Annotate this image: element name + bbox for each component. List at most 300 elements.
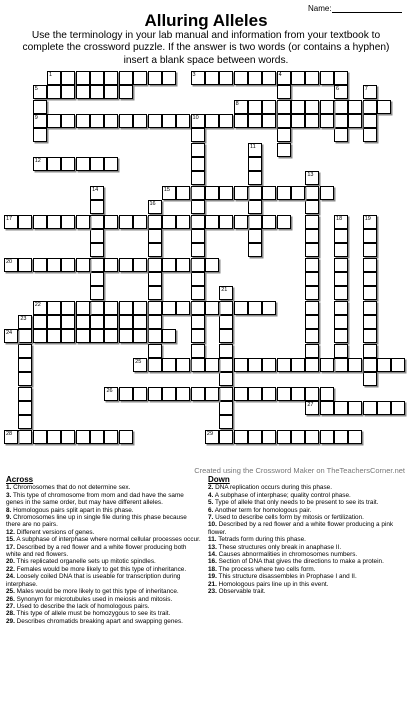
grid-cell[interactable]	[119, 215, 133, 229]
grid-cell[interactable]	[90, 215, 104, 229]
grid-cell[interactable]	[18, 372, 32, 386]
grid-cell[interactable]	[348, 358, 362, 372]
grid-cell[interactable]	[90, 301, 104, 315]
grid-cell[interactable]	[33, 315, 47, 329]
grid-cell[interactable]	[133, 301, 147, 315]
grid-cell[interactable]	[348, 401, 362, 415]
grid-cell[interactable]	[219, 358, 233, 372]
grid-cell[interactable]	[391, 358, 405, 372]
grid-cell[interactable]	[248, 215, 262, 229]
grid-cell[interactable]	[47, 315, 61, 329]
grid-cell[interactable]	[191, 301, 205, 315]
grid-cell[interactable]	[305, 114, 319, 128]
grid-cell[interactable]	[104, 387, 118, 401]
grid-cell[interactable]	[76, 430, 90, 444]
grid-cell[interactable]	[219, 71, 233, 85]
grid-cell[interactable]	[191, 286, 205, 300]
grid-cell[interactable]	[61, 258, 75, 272]
grid-cell[interactable]	[148, 229, 162, 243]
grid-cell[interactable]	[363, 301, 377, 315]
grid-cell[interactable]	[363, 401, 377, 415]
grid-cell[interactable]	[90, 258, 104, 272]
grid-cell[interactable]	[104, 315, 118, 329]
grid-cell[interactable]	[277, 215, 291, 229]
grid-cell[interactable]	[176, 358, 190, 372]
grid-cell[interactable]	[162, 358, 176, 372]
grid-cell[interactable]	[4, 258, 18, 272]
grid-cell[interactable]	[291, 430, 305, 444]
grid-cell[interactable]	[248, 243, 262, 257]
grid-cell[interactable]	[148, 114, 162, 128]
grid-cell[interactable]	[248, 71, 262, 85]
grid-cell[interactable]	[76, 157, 90, 171]
grid-cell[interactable]	[191, 171, 205, 185]
grid-cell[interactable]	[363, 258, 377, 272]
grid-cell[interactable]	[119, 258, 133, 272]
grid-cell[interactable]	[320, 358, 334, 372]
grid-cell[interactable]	[47, 329, 61, 343]
grid-cell[interactable]	[191, 186, 205, 200]
grid-cell[interactable]	[262, 215, 276, 229]
grid-cell[interactable]	[61, 430, 75, 444]
grid-cell[interactable]	[90, 315, 104, 329]
grid-cell[interactable]	[90, 114, 104, 128]
grid-cell[interactable]	[205, 258, 219, 272]
grid-cell[interactable]	[76, 85, 90, 99]
grid-cell[interactable]	[334, 272, 348, 286]
grid-cell[interactable]	[119, 71, 133, 85]
grid-cell[interactable]	[119, 329, 133, 343]
grid-cell[interactable]	[191, 157, 205, 171]
grid-cell[interactable]	[248, 143, 262, 157]
grid-cell[interactable]	[191, 128, 205, 142]
grid-cell[interactable]	[148, 344, 162, 358]
grid-cell[interactable]	[334, 114, 348, 128]
grid-cell[interactable]	[334, 301, 348, 315]
grid-cell[interactable]	[248, 387, 262, 401]
grid-cell[interactable]	[219, 372, 233, 386]
grid-cell[interactable]	[176, 114, 190, 128]
grid-cell[interactable]	[363, 85, 377, 99]
grid-cell[interactable]	[219, 315, 233, 329]
grid-cell[interactable]	[133, 71, 147, 85]
grid-cell[interactable]	[262, 301, 276, 315]
grid-cell[interactable]	[191, 329, 205, 343]
grid-cell[interactable]	[191, 272, 205, 286]
grid-cell[interactable]	[148, 200, 162, 214]
grid-cell[interactable]	[219, 215, 233, 229]
grid-cell[interactable]	[334, 329, 348, 343]
grid-cell[interactable]	[148, 329, 162, 343]
grid-cell[interactable]	[148, 243, 162, 257]
grid-cell[interactable]	[133, 215, 147, 229]
grid-cell[interactable]	[76, 301, 90, 315]
grid-cell[interactable]	[305, 401, 319, 415]
grid-cell[interactable]	[76, 114, 90, 128]
grid-cell[interactable]	[61, 215, 75, 229]
grid-cell[interactable]	[90, 71, 104, 85]
grid-cell[interactable]	[18, 315, 32, 329]
grid-cell[interactable]	[219, 415, 233, 429]
grid-cell[interactable]	[320, 71, 334, 85]
grid-cell[interactable]	[334, 315, 348, 329]
grid-cell[interactable]	[148, 71, 162, 85]
grid-cell[interactable]	[291, 100, 305, 114]
grid-cell[interactable]	[248, 157, 262, 171]
grid-cell[interactable]	[248, 114, 262, 128]
grid-cell[interactable]	[191, 71, 205, 85]
grid-cell[interactable]	[148, 358, 162, 372]
grid-cell[interactable]	[291, 358, 305, 372]
grid-cell[interactable]	[133, 114, 147, 128]
grid-cell[interactable]	[248, 200, 262, 214]
grid-cell[interactable]	[205, 215, 219, 229]
grid-cell[interactable]	[47, 430, 61, 444]
grid-cell[interactable]	[162, 258, 176, 272]
grid-cell[interactable]	[90, 272, 104, 286]
grid-cell[interactable]	[320, 100, 334, 114]
grid-cell[interactable]	[191, 358, 205, 372]
grid-cell[interactable]	[248, 430, 262, 444]
grid-cell[interactable]	[334, 286, 348, 300]
grid-cell[interactable]	[148, 301, 162, 315]
grid-cell[interactable]	[234, 71, 248, 85]
grid-cell[interactable]	[205, 358, 219, 372]
grid-cell[interactable]	[119, 315, 133, 329]
grid-cell[interactable]	[191, 114, 205, 128]
grid-cell[interactable]	[277, 143, 291, 157]
grid-cell[interactable]	[363, 315, 377, 329]
grid-cell[interactable]	[377, 100, 391, 114]
grid-cell[interactable]	[320, 387, 334, 401]
grid-cell[interactable]	[334, 258, 348, 272]
grid-cell[interactable]	[262, 114, 276, 128]
grid-cell[interactable]	[176, 258, 190, 272]
grid-cell[interactable]	[305, 315, 319, 329]
grid-cell[interactable]	[262, 358, 276, 372]
grid-cell[interactable]	[248, 229, 262, 243]
grid-cell[interactable]	[205, 301, 219, 315]
grid-cell[interactable]	[162, 186, 176, 200]
grid-cell[interactable]	[219, 114, 233, 128]
grid-cell[interactable]	[219, 301, 233, 315]
grid-cell[interactable]	[33, 301, 47, 315]
grid-cell[interactable]	[391, 401, 405, 415]
grid-cell[interactable]	[47, 85, 61, 99]
grid-cell[interactable]	[377, 358, 391, 372]
grid-cell[interactable]	[104, 329, 118, 343]
grid-cell[interactable]	[33, 430, 47, 444]
grid-cell[interactable]	[291, 387, 305, 401]
grid-cell[interactable]	[18, 258, 32, 272]
grid-cell[interactable]	[305, 329, 319, 343]
grid-cell[interactable]	[363, 329, 377, 343]
grid-cell[interactable]	[176, 186, 190, 200]
grid-cell[interactable]	[90, 430, 104, 444]
grid-cell[interactable]	[191, 344, 205, 358]
grid-cell[interactable]	[219, 286, 233, 300]
grid-cell[interactable]	[119, 430, 133, 444]
grid-cell[interactable]	[305, 171, 319, 185]
grid-cell[interactable]	[148, 387, 162, 401]
grid-cell[interactable]	[291, 71, 305, 85]
grid-cell[interactable]	[191, 387, 205, 401]
grid-cell[interactable]	[305, 243, 319, 257]
grid-cell[interactable]	[234, 100, 248, 114]
grid-cell[interactable]	[119, 85, 133, 99]
grid-cell[interactable]	[219, 186, 233, 200]
grid-cell[interactable]	[334, 430, 348, 444]
grid-cell[interactable]	[305, 215, 319, 229]
grid-cell[interactable]	[18, 430, 32, 444]
grid-cell[interactable]	[248, 301, 262, 315]
grid-cell[interactable]	[334, 71, 348, 85]
grid-cell[interactable]	[248, 358, 262, 372]
grid-cell[interactable]	[363, 100, 377, 114]
grid-cell[interactable]	[320, 186, 334, 200]
grid-cell[interactable]	[47, 215, 61, 229]
grid-cell[interactable]	[76, 215, 90, 229]
grid-cell[interactable]	[262, 387, 276, 401]
grid-cell[interactable]	[234, 186, 248, 200]
grid-cell[interactable]	[104, 301, 118, 315]
grid-cell[interactable]	[334, 243, 348, 257]
grid-cell[interactable]	[162, 387, 176, 401]
grid-cell[interactable]	[205, 186, 219, 200]
grid-cell[interactable]	[348, 114, 362, 128]
grid-cell[interactable]	[4, 215, 18, 229]
grid-cell[interactable]	[248, 171, 262, 185]
grid-cell[interactable]	[61, 85, 75, 99]
grid-cell[interactable]	[234, 215, 248, 229]
grid-cell[interactable]	[291, 186, 305, 200]
grid-cell[interactable]	[305, 71, 319, 85]
grid-cell[interactable]	[119, 301, 133, 315]
grid-cell[interactable]	[205, 430, 219, 444]
grid-cell[interactable]	[90, 85, 104, 99]
grid-cell[interactable]	[363, 272, 377, 286]
grid-cell[interactable]	[305, 200, 319, 214]
grid-cell[interactable]	[334, 100, 348, 114]
grid-cell[interactable]	[104, 71, 118, 85]
grid-cell[interactable]	[76, 315, 90, 329]
grid-cell[interactable]	[162, 301, 176, 315]
grid-cell[interactable]	[320, 430, 334, 444]
grid-cell[interactable]	[33, 85, 47, 99]
grid-cell[interactable]	[18, 344, 32, 358]
grid-cell[interactable]	[205, 387, 219, 401]
grid-cell[interactable]	[76, 329, 90, 343]
grid-cell[interactable]	[191, 258, 205, 272]
grid-cell[interactable]	[234, 301, 248, 315]
grid-cell[interactable]	[334, 85, 348, 99]
grid-cell[interactable]	[61, 114, 75, 128]
grid-cell[interactable]	[4, 329, 18, 343]
grid-cell[interactable]	[104, 157, 118, 171]
grid-cell[interactable]	[277, 186, 291, 200]
grid-cell[interactable]	[90, 157, 104, 171]
grid-cell[interactable]	[320, 401, 334, 415]
grid-cell[interactable]	[291, 114, 305, 128]
grid-cell[interactable]	[234, 114, 248, 128]
grid-cell[interactable]	[61, 301, 75, 315]
grid-cell[interactable]	[262, 71, 276, 85]
grid-cell[interactable]	[176, 301, 190, 315]
grid-cell[interactable]	[305, 344, 319, 358]
grid-cell[interactable]	[148, 272, 162, 286]
grid-cell[interactable]	[191, 200, 205, 214]
grid-cell[interactable]	[176, 215, 190, 229]
grid-cell[interactable]	[305, 387, 319, 401]
grid-cell[interactable]	[148, 258, 162, 272]
grid-cell[interactable]	[277, 387, 291, 401]
grid-cell[interactable]	[277, 128, 291, 142]
grid-cell[interactable]	[47, 114, 61, 128]
grid-cell[interactable]	[104, 85, 118, 99]
grid-cell[interactable]	[363, 229, 377, 243]
grid-cell[interactable]	[133, 315, 147, 329]
grid-cell[interactable]	[205, 114, 219, 128]
grid-cell[interactable]	[334, 401, 348, 415]
grid-cell[interactable]	[191, 315, 205, 329]
grid-cell[interactable]	[334, 344, 348, 358]
grid-cell[interactable]	[234, 358, 248, 372]
grid-cell[interactable]	[363, 243, 377, 257]
grid-cell[interactable]	[90, 286, 104, 300]
grid-cell[interactable]	[191, 143, 205, 157]
grid-cell[interactable]	[277, 85, 291, 99]
grid-cell[interactable]	[47, 157, 61, 171]
grid-cell[interactable]	[363, 344, 377, 358]
grid-cell[interactable]	[348, 430, 362, 444]
grid-cell[interactable]	[90, 229, 104, 243]
grid-cell[interactable]	[262, 186, 276, 200]
grid-cell[interactable]	[104, 430, 118, 444]
grid-cell[interactable]	[277, 430, 291, 444]
grid-cell[interactable]	[320, 114, 334, 128]
grid-cell[interactable]	[104, 114, 118, 128]
grid-cell[interactable]	[162, 114, 176, 128]
grid-cell[interactable]	[348, 100, 362, 114]
grid-cell[interactable]	[248, 100, 262, 114]
grid-cell[interactable]	[133, 358, 147, 372]
grid-cell[interactable]	[90, 243, 104, 257]
grid-cell[interactable]	[104, 258, 118, 272]
grid-cell[interactable]	[33, 329, 47, 343]
grid-cell[interactable]	[61, 315, 75, 329]
grid-cell[interactable]	[33, 157, 47, 171]
grid-cell[interactable]	[90, 200, 104, 214]
grid-cell[interactable]	[248, 186, 262, 200]
grid-cell[interactable]	[305, 358, 319, 372]
grid-cell[interactable]	[277, 114, 291, 128]
grid-cell[interactable]	[148, 315, 162, 329]
grid-cell[interactable]	[219, 344, 233, 358]
grid-cell[interactable]	[305, 258, 319, 272]
grid-cell[interactable]	[76, 258, 90, 272]
grid-cell[interactable]	[305, 186, 319, 200]
grid-cell[interactable]	[277, 100, 291, 114]
grid-cell[interactable]	[191, 215, 205, 229]
grid-cell[interactable]	[305, 301, 319, 315]
grid-cell[interactable]	[61, 329, 75, 343]
grid-cell[interactable]	[90, 329, 104, 343]
grid-cell[interactable]	[76, 71, 90, 85]
grid-cell[interactable]	[191, 229, 205, 243]
grid-cell[interactable]	[262, 430, 276, 444]
grid-cell[interactable]	[305, 100, 319, 114]
grid-cell[interactable]	[90, 186, 104, 200]
grid-cell[interactable]	[334, 128, 348, 142]
grid-cell[interactable]	[305, 229, 319, 243]
grid-cell[interactable]	[133, 258, 147, 272]
grid-cell[interactable]	[219, 387, 233, 401]
grid-cell[interactable]	[18, 415, 32, 429]
grid-cell[interactable]	[162, 329, 176, 343]
grid-cell[interactable]	[234, 430, 248, 444]
grid-cell[interactable]	[176, 387, 190, 401]
grid-cell[interactable]	[277, 358, 291, 372]
grid-cell[interactable]	[305, 272, 319, 286]
grid-cell[interactable]	[18, 215, 32, 229]
grid-cell[interactable]	[104, 215, 118, 229]
grid-cell[interactable]	[119, 114, 133, 128]
grid-cell[interactable]	[18, 401, 32, 415]
grid-cell[interactable]	[133, 387, 147, 401]
grid-cell[interactable]	[277, 71, 291, 85]
grid-cell[interactable]	[18, 387, 32, 401]
grid-cell[interactable]	[162, 71, 176, 85]
grid-cell[interactable]	[363, 372, 377, 386]
grid-cell[interactable]	[33, 100, 47, 114]
grid-cell[interactable]	[33, 258, 47, 272]
grid-cell[interactable]	[262, 100, 276, 114]
grid-cell[interactable]	[119, 387, 133, 401]
grid-cell[interactable]	[363, 286, 377, 300]
grid-cell[interactable]	[47, 258, 61, 272]
grid-cell[interactable]	[18, 329, 32, 343]
grid-cell[interactable]	[148, 286, 162, 300]
grid-cell[interactable]	[363, 114, 377, 128]
grid-cell[interactable]	[33, 215, 47, 229]
grid-cell[interactable]	[33, 114, 47, 128]
grid-cell[interactable]	[334, 358, 348, 372]
grid-cell[interactable]	[61, 71, 75, 85]
grid-cell[interactable]	[18, 358, 32, 372]
grid-cell[interactable]	[334, 229, 348, 243]
grid-cell[interactable]	[363, 128, 377, 142]
grid-cell[interactable]	[363, 215, 377, 229]
grid-cell[interactable]	[148, 215, 162, 229]
grid-cell[interactable]	[47, 301, 61, 315]
grid-cell[interactable]	[377, 401, 391, 415]
grid-cell[interactable]	[363, 358, 377, 372]
grid-cell[interactable]	[4, 430, 18, 444]
grid-cell[interactable]	[61, 157, 75, 171]
grid-cell[interactable]	[219, 329, 233, 343]
grid-cell[interactable]	[162, 215, 176, 229]
grid-cell[interactable]	[205, 71, 219, 85]
grid-cell[interactable]	[234, 387, 248, 401]
grid-cell[interactable]	[334, 215, 348, 229]
grid-cell[interactable]	[305, 430, 319, 444]
grid-cell[interactable]	[305, 286, 319, 300]
grid-cell[interactable]	[47, 71, 61, 85]
grid-cell[interactable]	[133, 329, 147, 343]
grid-cell[interactable]	[191, 243, 205, 257]
grid-cell[interactable]	[219, 401, 233, 415]
grid-cell[interactable]	[33, 128, 47, 142]
